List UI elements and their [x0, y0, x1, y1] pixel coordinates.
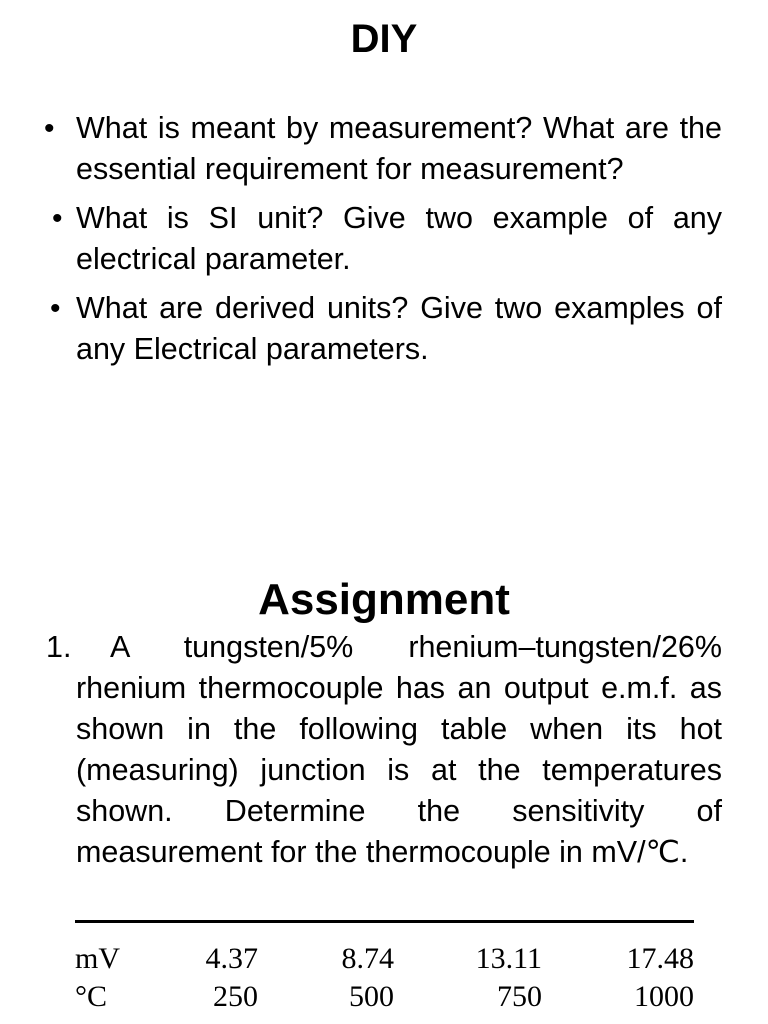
assignment-question [76, 627, 722, 873]
table-row [75, 978, 694, 1016]
row-label-mv: mV [75, 942, 120, 975]
table-cell: 250 [213, 980, 258, 1013]
diy-question-1: What is meant by measurement? What are the essential requirement for measurement? [76, 111, 722, 186]
table-cell: 8.74 [341, 942, 394, 975]
bullet-icon: • [50, 292, 61, 325]
diy-question-3: What are derived units? Give two examples of any Electrical parameters. [76, 291, 722, 366]
assignment-title: Assignment [258, 575, 510, 624]
diy-title: DIY [350, 17, 418, 61]
diy-question-list [0, 108, 768, 370]
table-cell: 750 [497, 980, 542, 1013]
table-cell: 500 [349, 980, 394, 1013]
bullet-icon: • [52, 202, 63, 235]
bullet-icon: • [44, 112, 55, 145]
table-top-rule [75, 920, 694, 923]
diy-question-2: What is SI unit? Give two example of any electrical parameter. [76, 201, 722, 276]
list-item [0, 198, 768, 280]
table-cell: 17.48 [626, 942, 694, 975]
list-item [0, 288, 768, 370]
table-cell: 4.37 [205, 942, 258, 975]
emf-table [75, 940, 694, 1016]
assignment-question-text: A tungsten/5% rhenium–tungsten/26% rhenium thermocouple has an output e.m.f. as shown in the following table when its hot (measuring) junction is at the temperatures shown. Determine the sensitivity of measurement for the thermocouple in mV/℃. [76, 630, 722, 869]
list-item [0, 108, 768, 190]
table-cell: 1000 [634, 980, 694, 1013]
table-cell: 13.11 [475, 942, 542, 975]
table-row [75, 940, 694, 978]
row-label-celsius: °C [75, 980, 108, 1013]
question-number: 1. [46, 630, 72, 664]
